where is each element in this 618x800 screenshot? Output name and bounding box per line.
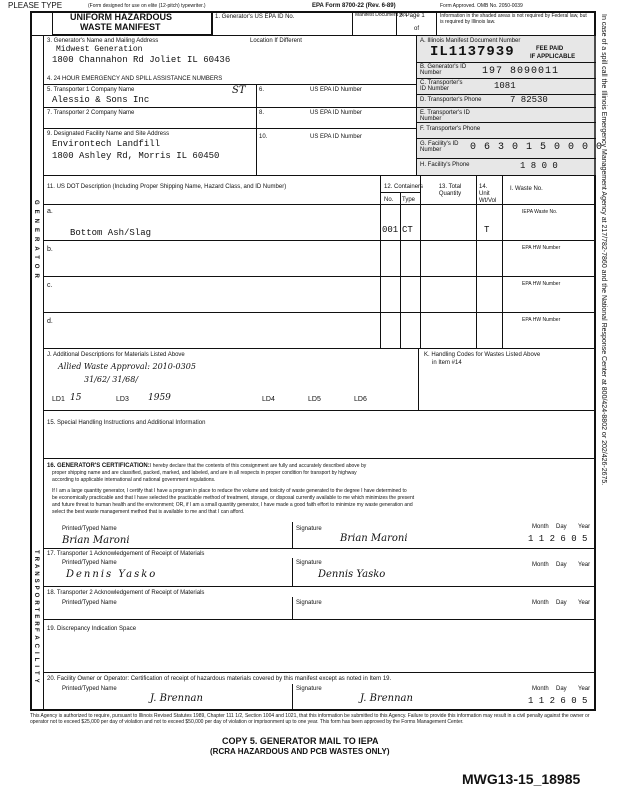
gen-day-label: Day bbox=[556, 524, 567, 530]
ld3-label: LD3 bbox=[116, 396, 129, 403]
transporter1-name-label: 5. Transporter 1 Company Name bbox=[47, 87, 135, 93]
row-b-letter: b. bbox=[47, 246, 53, 253]
gen-year-label: Year bbox=[578, 524, 591, 530]
facility-signature-label: Signature bbox=[296, 686, 322, 692]
transporter2-name-label: 7. Transporter 2 Company Name bbox=[47, 110, 135, 116]
transporter2-id-label: E. Transporter's ID Number bbox=[420, 110, 470, 122]
t2-day-label: Day bbox=[556, 600, 567, 606]
cert-text-4: If I am a large quantity generator, I certify that I have a program in place to reduce the volume and toxicity of waste generated to the degree I have determined to bbox=[52, 488, 407, 494]
row-a-container-type: CT bbox=[402, 225, 413, 235]
spill-notice: In case of a spill call the Illinois Emergency Management Agency at 217/782-7860 and the National Response Center at 800/424-8802 or 202/426-2675. bbox=[600, 14, 607, 486]
transporter-id-label: C. Transporter's ID Number bbox=[420, 80, 463, 92]
transporter1-ack-label: 17. Transporter 1 Acknowledgement of Receipt of Materials bbox=[47, 551, 205, 557]
generator-id-value: 197 8090011 bbox=[482, 66, 560, 77]
generator-printed-name: Brian Maroni bbox=[62, 535, 130, 546]
facility-epa-id-label: US EPA ID Number bbox=[310, 134, 362, 140]
cert-text-6: and future threat to human health and the environment; OR, if I am a small quantity generator, I have made a good faith effort to minimize my waste generation and bbox=[52, 502, 413, 508]
fee-paid-label: FEE PAID bbox=[536, 46, 564, 52]
please-type-label: PLEASE TYPE bbox=[8, 1, 63, 10]
generator-epa-id-label: 1. Generator's US EPA ID No. bbox=[215, 14, 295, 20]
transporter-side-label: TRANSPORTER bbox=[33, 550, 39, 629]
waste-no-label: I. Waste No. bbox=[510, 186, 543, 192]
location-different-label: Location If Different bbox=[250, 38, 302, 44]
special-handling-label: 15. Special Handling Instructions and Additional Information bbox=[47, 420, 206, 426]
shaded-areas-note: Information in the shaded areas is not required by Federal law, but is required by Illinois law. bbox=[440, 13, 587, 25]
discrepancy-label: 19. Discrepancy Indication Space bbox=[47, 626, 137, 632]
illinois-manifest-number: IL1137939 bbox=[430, 44, 515, 60]
t1-signature: Dennis Yasko bbox=[318, 569, 386, 580]
facility-signature: J. Brennan bbox=[360, 693, 413, 704]
facility-name-value: Environtech Landfill bbox=[52, 139, 161, 149]
row-a-description: Bottom Ash/Slag bbox=[70, 228, 152, 238]
fac-month-label: Month bbox=[532, 686, 549, 692]
generator-signature-label: Signature bbox=[296, 526, 322, 532]
additional-descriptions-label: J. Additional Descriptions for Materials Listed Above bbox=[47, 352, 185, 358]
ld3-value: 1959 bbox=[148, 393, 171, 403]
generator-side-label: GENERATOR bbox=[33, 200, 39, 283]
copy-line: COPY 5. GENERATOR MAIL TO IEPA bbox=[222, 736, 379, 746]
page-label: 2. Page 1 bbox=[399, 13, 425, 19]
handwritten-codes: 31/62/ 31/68/ bbox=[84, 375, 139, 384]
t1-day-label: Day bbox=[556, 562, 567, 568]
ld5-label: LD5 bbox=[308, 396, 321, 403]
document-id: MWG13-15_18985 bbox=[462, 771, 581, 787]
handling-codes-label: K. Handling Codes for Wastes Listed Above bbox=[424, 352, 541, 358]
transporter-phone-value: 7 82530 bbox=[510, 95, 548, 105]
cert-text-3: according to applicable international and national government regulations. bbox=[52, 477, 216, 483]
row-a-container-no: 001 bbox=[382, 225, 399, 235]
ld4-label: LD4 bbox=[262, 396, 275, 403]
transporter2-epa-id-label: US EPA ID Number bbox=[310, 110, 362, 116]
containers-type-label: Type bbox=[402, 197, 416, 203]
generator-name-value: Midwest Generation bbox=[56, 45, 143, 54]
row-a-waste-no-label: IEPA Waste No. bbox=[522, 209, 558, 215]
ld6-label: LD6 bbox=[354, 396, 367, 403]
row-a-unit: T bbox=[484, 225, 490, 235]
unit-label: 14. Unit Wt/Vol bbox=[479, 184, 497, 204]
row-a-letter: a. bbox=[47, 208, 53, 215]
facility-phone-label: H. Facility's Phone bbox=[420, 162, 470, 168]
facility-id-label: G. Facility's ID Number bbox=[420, 141, 459, 153]
t1-printed-name: Dennis Yasko bbox=[66, 569, 158, 580]
cert-text-2: proper shipping name and are classified, packed, marked, and labeled, and are in all respects in proper condition for transport by highway bbox=[52, 470, 357, 476]
facility-side-label: FACILITY bbox=[33, 628, 39, 687]
t2-year-label: Year bbox=[578, 600, 591, 606]
row-d-waste-no-label: EPA HW Number bbox=[522, 317, 561, 323]
transporter-phone-label: D. Transporter's Phone bbox=[420, 97, 482, 103]
generator-printed-name-label: Printed/Typed Name bbox=[62, 526, 117, 532]
ld1-value: 15 bbox=[70, 393, 82, 403]
emergency-numbers-label: 4. 24 HOUR EMERGENCY AND SPILL ASSISTANCE NUMBERS bbox=[47, 76, 223, 82]
manifest-document-label: Manifest Document No. bbox=[355, 12, 408, 18]
t2-printed-name-label: Printed/Typed Name bbox=[62, 600, 117, 606]
handwritten-mark: ST bbox=[232, 85, 246, 96]
transporter2-ack-label: 18. Transporter 2 Acknowledgement of Receipt of Materials bbox=[47, 590, 205, 596]
containers-label: 12. Containers bbox=[384, 184, 424, 190]
omb-approval: Form Approved. OMB No. 2050-0039 bbox=[440, 3, 523, 9]
form-title-line2: WASTE MANIFEST bbox=[80, 22, 161, 32]
row-c-waste-no-label: EPA HW Number bbox=[522, 281, 561, 287]
row-c-letter: c. bbox=[47, 282, 53, 289]
transporter1-name-value: Alessio & Sons Inc bbox=[52, 95, 150, 105]
facility-name-label: 9. Designated Facility Name and Site Address bbox=[47, 131, 170, 137]
field-10-label: 10. bbox=[259, 134, 268, 140]
generator-address-value: 1800 Channahon Rd Joliet IL 60436 bbox=[52, 55, 231, 65]
total-quantity-label: 13. Total Quantity bbox=[438, 184, 462, 197]
facility-certification-label: 20. Facility Owner or Operator: Certification of receipt of hazardous materials covered by this manifest except as noted in Item 19. bbox=[47, 676, 392, 682]
field-6-label: 6. bbox=[259, 87, 265, 93]
generator-name-label: 3. Generator's Name and Mailing Address bbox=[47, 38, 159, 44]
row-b-waste-no-label: EPA HW Number bbox=[522, 245, 561, 251]
illinois-manifest-label: A. Illinois Manifest Document Number bbox=[420, 38, 521, 44]
cert-text-5: be economically practicable and that I have selected the practicable method of treatment, storage, or disposal currently available to me which minimizes the present bbox=[52, 495, 415, 501]
containers-no-label: No. bbox=[384, 197, 394, 203]
form-title-line1: UNIFORM HAZARDOUS bbox=[70, 12, 172, 22]
copy-subline: (RCRA HAZARDOUS AND PCB WASTES ONLY) bbox=[210, 747, 390, 756]
page-of-label: of bbox=[414, 26, 420, 32]
gen-month-label: Month bbox=[532, 524, 549, 530]
t1-year-label: Year bbox=[578, 562, 591, 568]
facility-date: 1 1 2 6 0 5 bbox=[528, 696, 588, 706]
cert-text-1: I hereby declare that the contents of this consignment are fully and accurately described above by bbox=[150, 463, 367, 469]
fine-print: This Agency is authorized to require, pursuant to Illinois Revised Statutes 1989, Chapter 111 1/2, Section 1004 and 1021, that this information be submitted to this Agency. Failure to provide this information may result in a civil penalty against the owner or operator not to exceed $25,000 per day of violation and not to exceed $50,000 per day of violation or imprisonment up to one year. This form has been approved by the Forms Management Center. bbox=[30, 713, 590, 725]
t2-month-label: Month bbox=[532, 600, 549, 606]
cert-text-7: select the best waste management method that is available to me and that I can afford. bbox=[52, 509, 245, 515]
t1-signature-label: Signature bbox=[296, 560, 322, 566]
generator-signature: Brian Maroni bbox=[340, 533, 408, 544]
field-8-label: 8. bbox=[259, 110, 265, 116]
t1-printed-name-label: Printed/Typed Name bbox=[62, 560, 117, 566]
epa-form-number: EPA Form 8700-22 (Rev. 6-89) bbox=[312, 3, 396, 9]
t2-signature-label: Signature bbox=[296, 600, 322, 606]
fac-year-label: Year bbox=[578, 686, 591, 692]
generator-date: 1 1 2 6 0 5 bbox=[528, 534, 588, 544]
generator-id-label: B. Generator's ID Number bbox=[420, 64, 467, 76]
row-d-letter: d. bbox=[47, 318, 53, 325]
facility-id-value: 0 6 3 0 1 5 0 0 0 0 bbox=[470, 142, 604, 153]
transporter2-phone-label: F. Transporter's Phone bbox=[420, 126, 481, 132]
generator-certification-label: 16. GENERATOR'S CERTIFICATION: bbox=[47, 463, 150, 469]
if-applicable-label: IF APPLICABLE bbox=[530, 54, 576, 60]
facility-printed-name: J. Brennan bbox=[150, 693, 203, 704]
handling-codes-sub: in Item #14 bbox=[432, 360, 462, 366]
typewriter-note: (Form designed for use on elite (12-pitch) typewriter.) bbox=[88, 3, 206, 9]
transporter1-epa-id-label: US EPA ID Number bbox=[310, 87, 362, 93]
transporter-id-value: 1081 bbox=[494, 81, 516, 91]
ld1-label: LD1 bbox=[52, 396, 65, 403]
dot-description-label: 11. US DOT Description (Including Proper Shipping Name, Hazard Class, and ID Number) bbox=[47, 184, 287, 190]
facility-phone-value: 1 8 0 0 bbox=[520, 161, 558, 171]
facility-address-value: 1800 Ashley Rd, Morris IL 60450 bbox=[52, 151, 220, 161]
fac-day-label: Day bbox=[556, 686, 567, 692]
t1-month-label: Month bbox=[532, 562, 549, 568]
approval-line: Allied Waste Approval: 2010-0305 bbox=[58, 362, 196, 371]
facility-printed-name-label: Printed/Typed Name bbox=[62, 686, 117, 692]
